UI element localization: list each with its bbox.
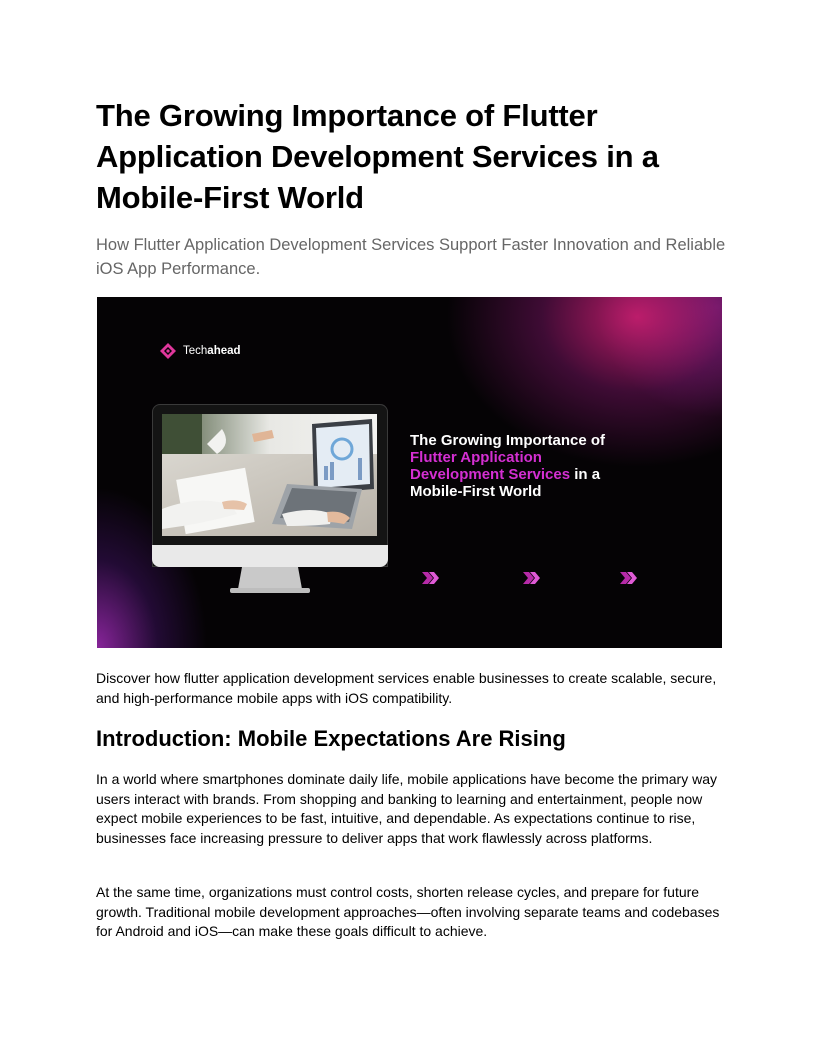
monitor-photo (162, 414, 377, 536)
section-heading: Introduction: Mobile Expectations Are Rising (96, 726, 566, 751)
monitor-graphic (152, 404, 388, 594)
techahead-logo (159, 341, 241, 361)
hero-banner (97, 297, 722, 648)
body-paragraph-1: In a world where smartphones dominate daily life, mobile applications have become the primary way users interact with brands. From shopping and banking to learning and entertainment, people now expect mobile experiences to be fast, intuitive, and dependable. As expectations continue to rise, businesses face increasing pressure to deliver apps that work flawlessly across platforms. (96, 771, 717, 847)
monitor-stand (230, 567, 310, 593)
intro-paragraph: Discover how flutter application development services enable businesses to create scalable, secure, and high-performance mobile apps with iOS compatibility. (96, 670, 717, 706)
techahead-logo-icon (159, 342, 177, 360)
double-chevron-icon (620, 572, 638, 584)
article-title: The Growing Importance of Flutter Application Development Services in a Mobile-First World (96, 98, 659, 215)
article-subtitle: How Flutter Application Development Services Support Faster Innovation and Reliable iOS App Performance. (96, 236, 726, 278)
body-paragraph-2: At the same time, organizations must control costs, shorten release cycles, and prepare for future growth. Traditional mobile development approaches—often involving separate teams and codebases for Android and iOS—can make these goals difficult to achieve. (96, 884, 720, 940)
banner-heading: The Growing Importance of Flutter Application Development Services in a Mobile-First World (410, 432, 606, 500)
monitor-chin (152, 545, 388, 567)
logo-wordmark: Techahead (183, 345, 241, 357)
double-chevron-icon (523, 572, 541, 584)
double-chevron-icon (422, 572, 440, 584)
